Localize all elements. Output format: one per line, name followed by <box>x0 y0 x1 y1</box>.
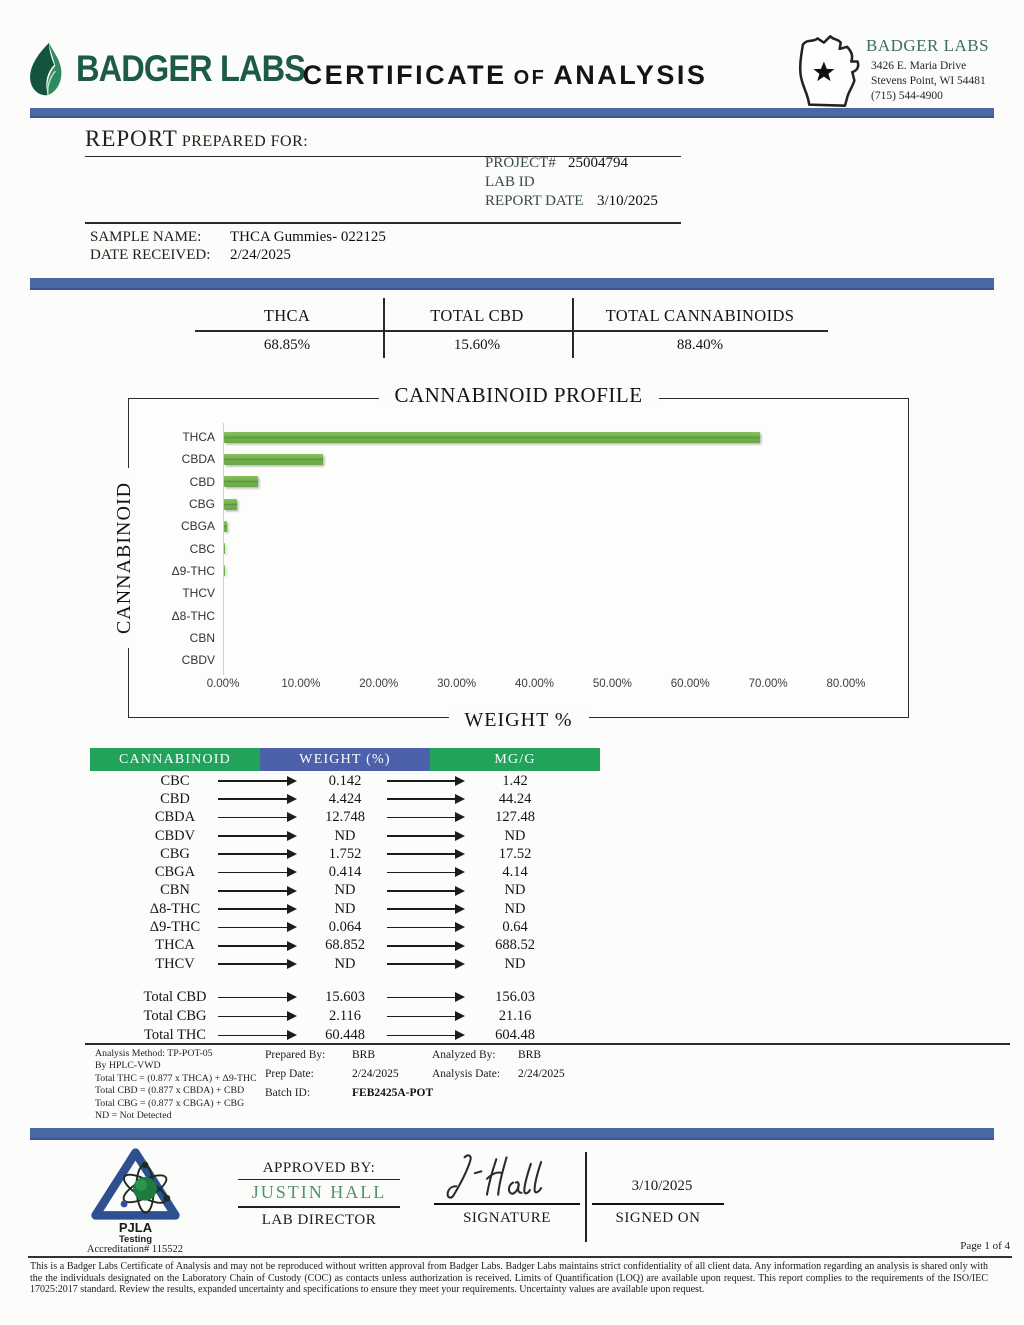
arrow-icon <box>387 945 463 947</box>
mgg-value: ND <box>504 882 526 899</box>
summary-header-total-cannabinoids: TOTAL CANNABINOIDS <box>605 306 795 325</box>
header-weight: WEIGHT (%) <box>260 748 430 771</box>
results-table-header <box>90 748 600 771</box>
arrow-icon <box>218 963 295 965</box>
chart-xtick-label: 70.00% <box>748 678 788 690</box>
prepared-by-value: BRB <box>352 1049 376 1061</box>
method-note-line: Analysis Method: TP-POT-05 <box>95 1048 213 1059</box>
chart-bar-track <box>223 610 908 621</box>
batch-id-value: FEB2425A-POT <box>352 1087 434 1099</box>
table-row <box>90 1007 600 1026</box>
cannabinoid-name: Total CBG <box>143 1008 207 1024</box>
cannabinoid-name: Δ9-THC <box>149 919 201 936</box>
chart-row <box>129 582 908 604</box>
table-row <box>90 827 600 845</box>
arrow-icon <box>387 1016 463 1018</box>
chart-bar-track <box>223 454 908 465</box>
chart-bar-track <box>223 655 908 666</box>
chart-bar-track <box>223 543 908 554</box>
arrow-icon <box>387 908 463 910</box>
cannabinoid-name: Total THC <box>144 1027 206 1043</box>
project-value: 25004794 <box>568 155 628 171</box>
cannabinoid-name: CBGA <box>154 864 196 881</box>
batch-id-label: Batch ID: <box>265 1087 311 1099</box>
company-name: BADGER LABS <box>866 36 990 55</box>
mgg-value: 17.52 <box>498 845 532 862</box>
method-note-line: Total CBD = (0.877 x CBDA) + CBD <box>95 1085 245 1097</box>
arrow-icon <box>218 780 295 782</box>
date-received-value: 2/24/2025 <box>230 247 291 263</box>
table-row <box>90 900 600 918</box>
results-bottom-line <box>85 1043 1010 1045</box>
signed-on-date: 3/10/2025 <box>631 1178 693 1194</box>
chart-bar-track <box>223 588 908 599</box>
arrow-icon <box>218 835 295 837</box>
summary-header-total-cbd: TOTAL CBD <box>430 306 524 325</box>
arrow-icon <box>218 872 295 874</box>
arrow-icon <box>218 997 295 999</box>
signed-on-line <box>592 1203 724 1205</box>
mgg-value: 688.52 <box>495 937 535 954</box>
weight-value: 1.752 <box>328 845 362 862</box>
chart-row <box>129 537 908 559</box>
table-row <box>90 772 600 790</box>
divider-band-top <box>30 108 994 118</box>
section-divider-line <box>85 222 681 224</box>
chart-bar-track <box>223 499 908 510</box>
weight-value: ND <box>334 900 356 917</box>
sample-name-label: SAMPLE NAME: <box>90 229 202 245</box>
divider-band-bottom <box>30 1128 994 1140</box>
report-word: REPORT <box>85 126 178 151</box>
chart-bar <box>224 432 760 443</box>
logo-wordmark: BADGER LABS <box>76 48 306 89</box>
summary-value-thca: 68.85% <box>263 337 311 353</box>
arrow-icon <box>387 1035 463 1037</box>
divider-band-middle <box>30 278 994 290</box>
chart-title: CANNABINOID PROFILE <box>378 383 658 408</box>
cannabinoid-name: CBN <box>160 882 190 899</box>
chart-xtick-label: 20.00% <box>359 678 399 690</box>
chart-bar-track <box>223 632 908 643</box>
title-part-1: CERTIFICATE <box>302 60 507 90</box>
cannabinoid-name: CBG <box>160 845 190 862</box>
disclaimer-text: This is a Badger Labs Certificate of Analysis and may not be reproduced without written approval from Badger Labs. Badger Labs maintains strict confidentiality of all client data. Any information regarding an analysis is shared only with the the individuals designated on the Laboratory Chain of Custody (COC) as contacts unless authorization is received. Limits of Quantification (LOQ) are available upon request. This report complies to the requirements of the ISO/IEC 17025:2017 standard. Review the results, expanded uncertainty and specifications to ensure they meet your requirements. Uncertainty values are available upon request. <box>30 1261 988 1296</box>
method-note-line: ND = Not Detected <box>95 1110 172 1122</box>
arrow-icon <box>387 835 463 837</box>
page-number: Page 1 of 4 <box>960 1240 1010 1252</box>
approved-by-label: APPROVED BY: <box>238 1160 400 1180</box>
summary-divider-2 <box>572 298 574 358</box>
summary-value-total-cannabinoids: 88.40% <box>676 337 724 353</box>
approver-title: LAB DIRECTOR <box>261 1212 377 1228</box>
title-part-of: OF <box>513 67 547 89</box>
table-row <box>90 882 600 900</box>
chart-category-label: THCV <box>182 586 215 601</box>
signature-image <box>440 1148 575 1209</box>
date-received-label: DATE RECEIVED: <box>90 247 211 263</box>
chart-category-label: THCA <box>182 430 215 445</box>
arrow-icon <box>218 1016 295 1018</box>
chart-bar-track <box>223 521 908 532</box>
cannabinoid-name: CBC <box>160 772 190 789</box>
method-note-line: By HPLC-VWD <box>95 1060 161 1072</box>
method-note-line: Total CBG = (0.877 x CBGA) + CBG <box>95 1097 245 1109</box>
signed-on-label: SIGNED ON <box>615 1210 701 1226</box>
signature-line <box>434 1203 580 1205</box>
results-table-totals <box>90 988 600 1045</box>
chart-bar <box>224 543 225 554</box>
chart-row <box>129 426 908 448</box>
title-part-2: ANALYSIS <box>553 60 708 90</box>
table-row <box>90 845 600 863</box>
mgg-value: ND <box>504 955 526 972</box>
arrow-icon <box>387 817 463 819</box>
arrow-icon <box>387 872 463 874</box>
arrow-icon <box>218 1035 295 1037</box>
chart-row <box>129 627 908 649</box>
arrow-icon <box>218 817 295 819</box>
prep-date-label: Prep Date: <box>265 1068 314 1080</box>
approver-name: JUSTIN HALL <box>238 1180 400 1208</box>
chart-x-axis-label: WEIGHT % <box>448 709 588 732</box>
cannabinoid-name: THCA <box>155 937 195 954</box>
chart-row <box>129 604 908 626</box>
weight-value: ND <box>334 827 356 844</box>
chart-category-label: CBC <box>189 541 215 556</box>
chart-y-axis-label: CANNABINOID <box>113 468 136 648</box>
arrow-icon <box>218 927 295 929</box>
arrow-icon <box>387 997 463 999</box>
arrow-icon <box>387 853 463 855</box>
chart-rows <box>129 426 908 671</box>
cannabinoid-name: CBDV <box>154 827 196 844</box>
mgg-value: 127.48 <box>495 809 535 826</box>
mgg-value: 156.03 <box>495 989 535 1005</box>
approved-by-block <box>238 1160 400 1229</box>
chart-bar-track <box>223 565 908 576</box>
chart-xtick-label: 40.00% <box>514 678 554 690</box>
prep-date-value: 2/24/2025 <box>352 1068 399 1080</box>
signature-label: SIGNATURE <box>463 1210 551 1226</box>
analysis-date-label: Analysis Date: <box>432 1068 501 1080</box>
chart-bar-track <box>223 476 908 487</box>
arrow-icon <box>387 890 463 892</box>
chart-xtick-label: 60.00% <box>670 678 710 690</box>
chart-row <box>129 515 908 537</box>
header-mgg: MG/G <box>430 748 600 771</box>
chart-category-label: CBGA <box>180 519 215 534</box>
project-label: PROJECT# <box>485 155 556 171</box>
chart-bar <box>224 476 258 487</box>
chart-category-label: Δ8-THC <box>171 608 215 623</box>
mgg-value: 4.14 <box>502 864 528 881</box>
mgg-value: ND <box>504 827 526 844</box>
weight-value: 4.424 <box>328 790 362 807</box>
mgg-value: 604.48 <box>495 1027 535 1043</box>
chart-bar <box>224 454 323 465</box>
chart-bar <box>224 499 238 510</box>
chart-category-label: Δ9-THC <box>171 563 215 578</box>
chart-xtick-label: 30.00% <box>437 678 477 690</box>
chart-xticks <box>129 678 908 696</box>
wisconsin-state-icon <box>788 30 864 117</box>
mgg-value: 21.16 <box>498 1008 532 1024</box>
cannabinoid-profile-chart <box>113 383 909 731</box>
weight-value: 2.116 <box>328 1008 362 1024</box>
sample-name-value: THCA Gummies- 022125 <box>230 229 386 245</box>
chart-xtick-label: 0.00% <box>206 678 240 690</box>
chart-category-label: CBDV <box>181 653 215 668</box>
chart-category-label: CBDA <box>181 452 215 467</box>
mgg-value: 1.42 <box>502 772 528 789</box>
weight-value: 0.064 <box>328 919 362 936</box>
results-table-body <box>90 772 600 973</box>
report-date-value: 3/10/2025 <box>597 193 658 209</box>
report-date-label: REPORT DATE <box>485 193 584 209</box>
chart-row <box>129 649 908 671</box>
table-row <box>90 988 600 1007</box>
chart-category-label: CBD <box>189 474 215 489</box>
mgg-value: ND <box>504 900 526 917</box>
table-row <box>90 790 600 808</box>
accreditation-number: Accreditation# 115522 <box>86 1244 184 1255</box>
cannabinoid-name: CBDA <box>154 809 196 826</box>
method-note-line: Total THC = (0.877 x THCA) + Δ9-THC <box>95 1072 257 1084</box>
table-row <box>90 809 600 827</box>
weight-value: 68.852 <box>325 937 365 954</box>
chart-bar-track <box>223 432 908 443</box>
chart-row <box>129 493 908 515</box>
chart-row <box>129 448 908 470</box>
analysis-date-value: 2/24/2025 <box>518 1068 565 1080</box>
company-address-line2: Stevens Point, WI 54481 <box>871 75 986 87</box>
table-row <box>90 863 600 881</box>
weight-value: ND <box>334 882 356 899</box>
weight-value: 15.603 <box>325 989 365 1005</box>
chart-xtick-label: 80.00% <box>826 678 866 690</box>
footer-divider <box>585 1152 587 1242</box>
company-address-line1: 3426 E. Maria Drive <box>871 60 967 72</box>
cannabinoid-name: Δ8-THC <box>149 900 201 917</box>
cannabinoid-name: CBD <box>160 790 190 807</box>
weight-value: 60.448 <box>325 1027 365 1043</box>
chart-bar <box>224 565 225 576</box>
mgg-value: 44.24 <box>498 790 532 807</box>
summary-underline <box>195 330 828 332</box>
chart-category-label: CBG <box>188 497 215 512</box>
arrow-icon <box>218 945 295 947</box>
prepared-for-words: PREPARED FOR: <box>181 133 309 150</box>
chart-xtick-label: 10.00% <box>281 678 321 690</box>
header-cannabinoid: CANNABINOID <box>90 748 260 771</box>
arrow-icon <box>218 853 295 855</box>
chart-row <box>129 560 908 582</box>
prepared-by-label: Prepared By: <box>265 1049 326 1061</box>
analyzed-by-value: BRB <box>518 1049 542 1061</box>
summary-divider-1 <box>383 298 385 358</box>
arrow-icon <box>218 908 295 910</box>
arrow-icon <box>218 890 295 892</box>
mgg-value: 0.64 <box>502 919 528 936</box>
chart-xtick-label: 50.00% <box>592 678 632 690</box>
pjla-accreditation-logo <box>88 1145 183 1228</box>
company-phone: (715) 544-4900 <box>871 90 943 102</box>
cannabinoid-name: Total CBD <box>143 989 207 1005</box>
summary-header-thca: THCA <box>263 306 311 325</box>
pjla-org-label: PJLA <box>118 1220 153 1235</box>
weight-value: ND <box>334 955 356 972</box>
chart-category-label: CBN <box>189 630 215 645</box>
report-prepared-for-heading <box>85 126 681 157</box>
pjla-sub-label: Testing <box>118 1234 153 1245</box>
arrow-icon <box>387 780 463 782</box>
footer-rule <box>28 1256 1012 1258</box>
arrow-icon <box>387 798 463 800</box>
weight-value: 12.748 <box>325 809 365 826</box>
table-row <box>90 955 600 973</box>
lab-id-label: LAB ID <box>485 174 535 190</box>
arrow-icon <box>387 927 463 929</box>
table-row <box>90 918 600 936</box>
arrow-icon <box>218 798 295 800</box>
table-row <box>90 937 600 955</box>
chart-bar <box>224 521 227 532</box>
cannabinoid-name: THCV <box>155 955 195 972</box>
badger-labs-logo-icon <box>26 40 72 103</box>
summary-value-total-cbd: 15.60% <box>453 337 501 353</box>
weight-value: 0.142 <box>328 772 362 789</box>
page-title <box>270 60 740 91</box>
chart-row <box>129 471 908 493</box>
weight-value: 0.414 <box>328 864 362 881</box>
arrow-icon <box>387 963 463 965</box>
analyzed-by-label: Analyzed By: <box>432 1049 496 1061</box>
